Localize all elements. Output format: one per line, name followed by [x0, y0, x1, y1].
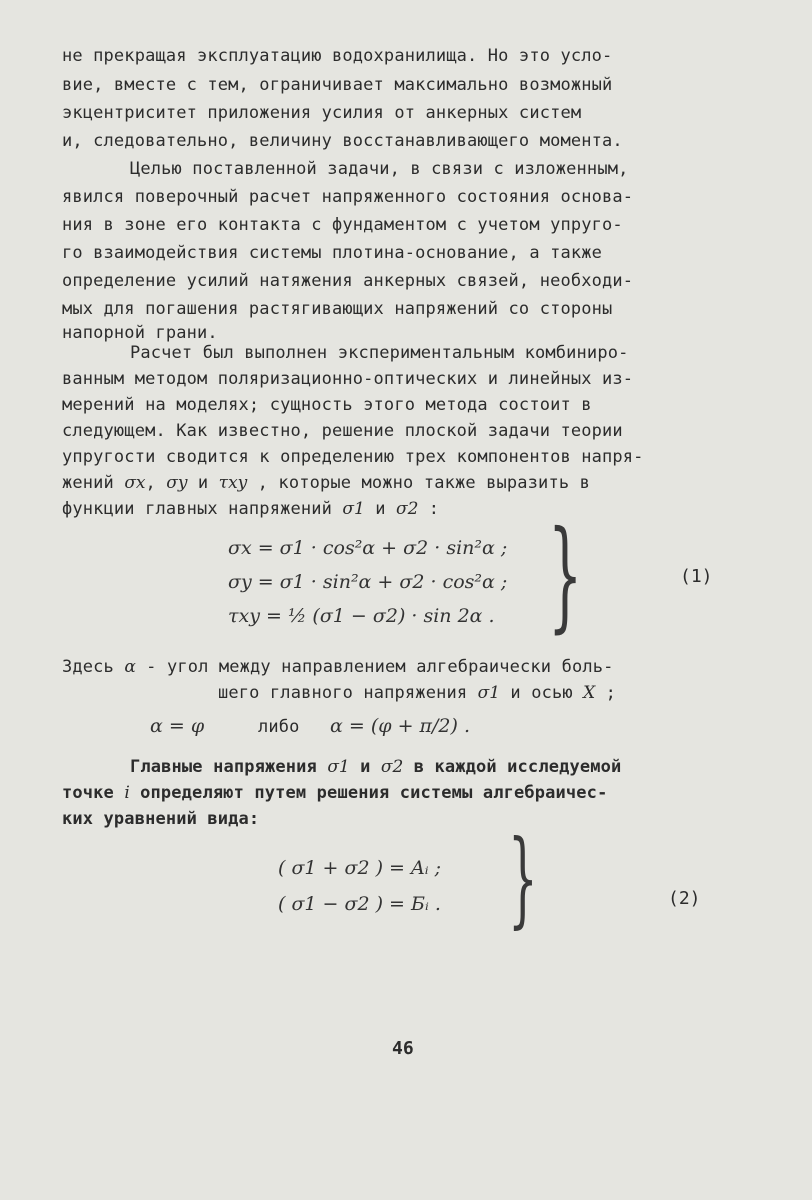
text-line [62, 496, 439, 522]
text-fragment: ; [595, 683, 617, 703]
curly-brace-icon: } [548, 506, 583, 645]
text-fragment: точке [62, 783, 125, 803]
sigma-1-symbol: σ1 [327, 757, 350, 777]
text-line [62, 780, 607, 806]
alpha-phi-relation: α = φ [150, 715, 205, 737]
text-line: мых для погашения растягивающих напряжений со стороны [62, 299, 613, 319]
text-line: вие, вместе с тем, ограничивает максимально возможный [62, 75, 613, 95]
text-fragment: и [187, 473, 219, 493]
text-line: напорной грани. [62, 323, 218, 343]
equation-number: (1) [680, 566, 713, 587]
sigma-2-symbol: σ2 [395, 499, 419, 519]
text-line: либо [258, 717, 300, 737]
equation-2-line: ( σ1 − σ2 ) = Бᵢ . [278, 893, 441, 915]
text-fragment: определяют путем решения системы алгебраичес- [129, 783, 608, 803]
sigma-1-symbol: σ1 [342, 499, 365, 519]
text-fragment: и [349, 757, 381, 777]
text-fragment: и [364, 499, 396, 519]
text-line: Расчет был выполнен экспериментальным комбиниро- [130, 343, 629, 363]
equation-number: (2) [668, 888, 701, 909]
page-number: 46 [392, 1038, 414, 1059]
text-fragment: в каждой исследуемой [403, 757, 622, 777]
text-line: Целью поставленной задачи, в связи с изложенным, [130, 159, 629, 179]
text-line: мерений на моделях; сущность этого метода состоит в [62, 395, 592, 415]
text-fragment: : [418, 499, 440, 519]
text-fragment: Главные напряжения [130, 757, 328, 777]
text-fragment: функции главных напряжений [62, 499, 343, 519]
text-line: определение усилий натяжения анкерных связей, необходи- [62, 271, 634, 291]
text-fragment: - угол между направлением алгебраически боль- [135, 657, 614, 677]
text-line: экцентриситет приложения усилия от анкерных систем [62, 103, 582, 123]
text-line: и, следовательно, величину восстанавливающего момента. [62, 131, 623, 151]
alpha-symbol: α [124, 657, 136, 677]
text-fragment: Здесь [62, 657, 125, 677]
text-line [62, 470, 590, 496]
sigma-y-symbol: σy [166, 473, 188, 493]
text-line: упругости сводится к определению трех компонентов напря- [62, 447, 644, 467]
alpha-phi-relation: α = (φ + π/2) . [330, 715, 471, 737]
text-line [218, 680, 616, 706]
text-line: ванным методом поляризационно-оптических и линейных из- [62, 369, 634, 389]
text-line: явился поверочный расчет напряженного состояния основа- [62, 187, 634, 207]
text-line: не прекращая эксплуатацию водохранилища. Но это усло- [62, 46, 613, 66]
text-line: ких уравнений вида: [62, 809, 260, 829]
text-fragment: жений [62, 473, 125, 493]
curly-brace-icon: } [508, 817, 538, 939]
equation-1-line: σx = σ1 · cos²α + σ2 · sin²α ; [228, 537, 508, 559]
text-fragment: и осью [500, 683, 584, 703]
i-symbol: i [124, 783, 130, 803]
sigma-2-symbol: σ2 [380, 757, 404, 777]
text-line: следующем. Как известно, решение плоской задачи теории [62, 421, 623, 441]
tau-xy-symbol: τxy [218, 473, 248, 493]
text-line: го взаимодействия системы плотина-основание, а также [62, 243, 603, 263]
text-line [130, 754, 621, 780]
text-fragment: , [145, 473, 167, 493]
text-line [62, 654, 614, 680]
text-line: ния в зоне его контакта с фундаментом с учетом упруго- [62, 215, 623, 235]
text-fragment: , которые можно также выразить в [247, 473, 590, 493]
equation-2-line: ( σ1 + σ2 ) = Aᵢ ; [278, 857, 442, 879]
sigma-1-symbol: σ1 [477, 683, 501, 703]
sigma-x-symbol: σx [124, 473, 146, 493]
text-fragment: шего главного напряжения [218, 683, 478, 703]
equation-1-line: τxy = ½ (σ1 − σ2) · sin 2α . [228, 605, 495, 627]
x-axis-symbol: X [583, 683, 596, 703]
equation-1-line: σy = σ1 · sin²α + σ2 · cos²α ; [228, 571, 508, 593]
